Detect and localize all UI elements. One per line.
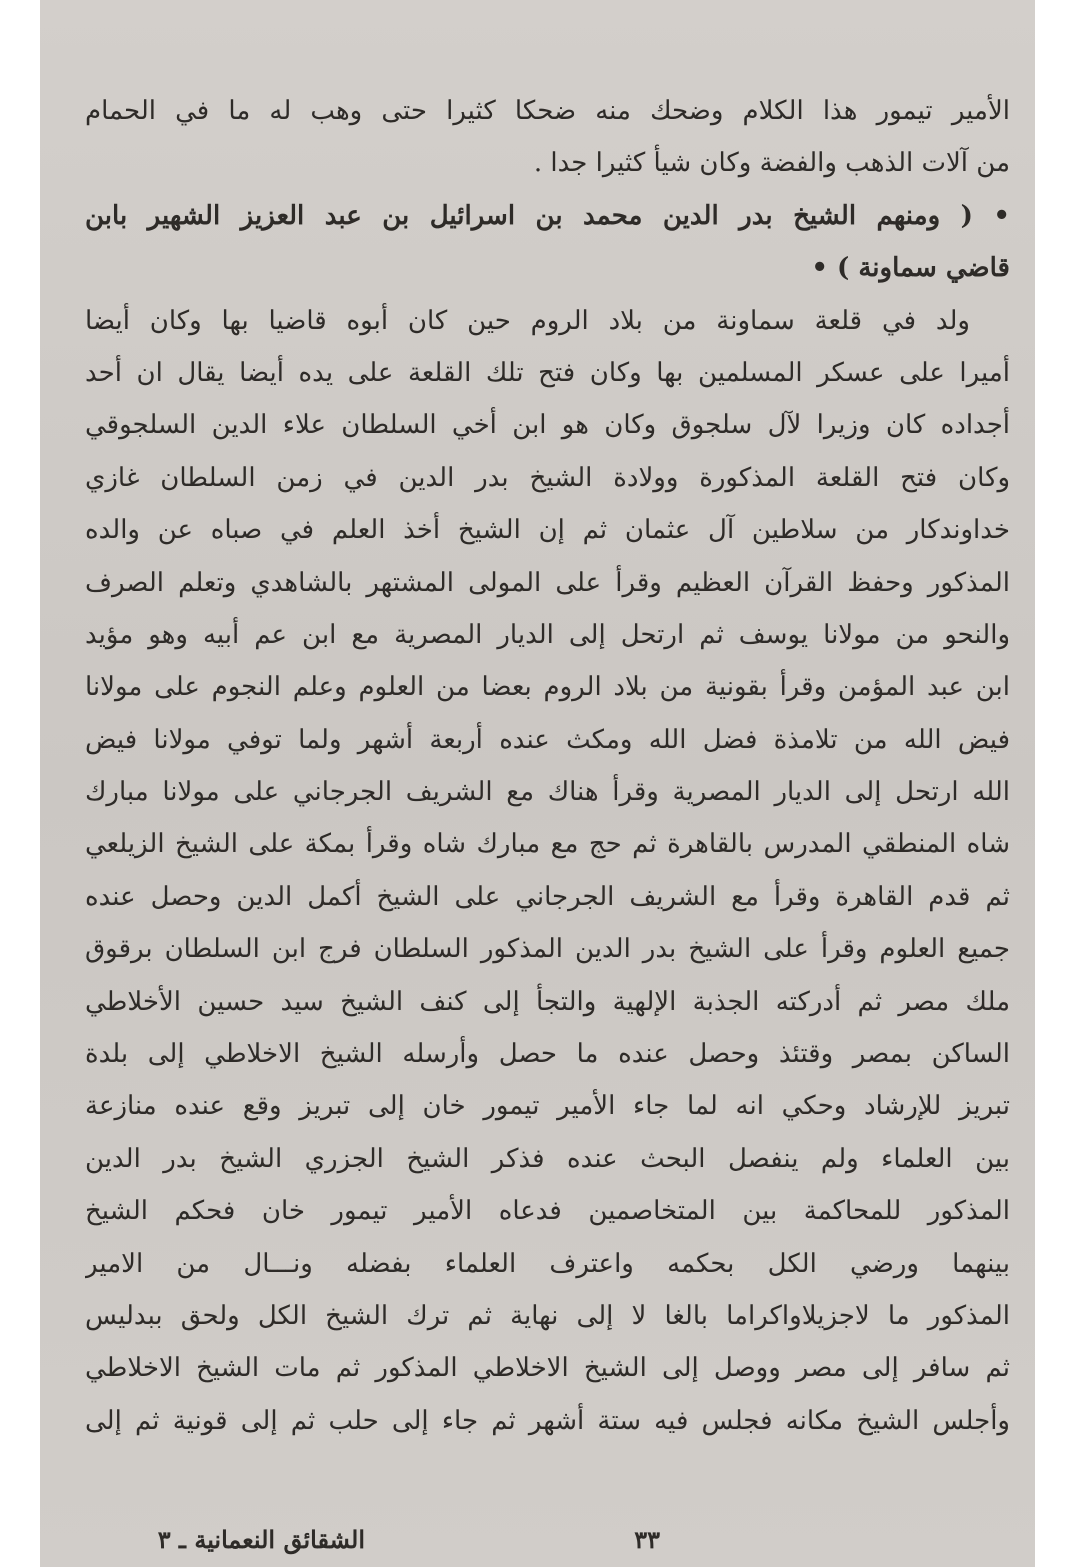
text-line: خداوندكار من سلاطين آل عثمان ثم إن الشيخ أخذ العلم في صباه عن والده <box>85 515 1010 546</box>
text-line: ثم سافر إلى مصر ووصل إلى الشيخ الاخلاطي المذكور ثم مات الشيخ الاخلاطي <box>85 1353 1010 1384</box>
text-line: والنحو من مولانا يوسف ثم ارتحل إلى الديار المصرية مع ابن عم أبيه وهو مؤيد <box>85 619 1010 650</box>
text-line: ثم قدم القاهرة وقرأ مع الشريف الجرجاني على الشيخ أكمل الدين وحصل عنده <box>85 881 1010 912</box>
page-body-text <box>85 85 1010 1447</box>
text-line: المذكور ما لاجزيلاواكراما بالغا لا إلى نهاية ثم ترك الشيخ الكل ولحق ببدليس <box>85 1300 1010 1331</box>
text-line: وأجلس الشيخ مكانه فجلس فيه ستة أشهر ثم جاء إلى حلب ثم إلى قونية ثم إلى <box>85 1405 1010 1436</box>
section-heading-line: قاضي سماونة ) • <box>811 253 1010 284</box>
text-line: من آلات الذهب والفضة وكان شيأ كثيرا جدا . <box>533 148 1010 179</box>
text-line: فيض الله من تلامذة فضل الله ومكث عنده أربعة أشهر ولما توفي مولانا فيض <box>85 724 1010 755</box>
section-heading-line: • ( ومنهم الشيخ بدر الدين محمد بن اسرائيل بن عبد العزيز الشهير بابن <box>85 200 1010 231</box>
text-line: تبريز للإرشاد وحكي انه لما جاء الأمير تيمور خان إلى تبريز وقع عنده منازعة <box>85 1091 1010 1122</box>
text-line: المذكور وحفظ القرآن العظيم وقرأ على المولى المشتهر بالشاهدي وتعلم الصرف <box>85 567 1010 598</box>
text-line: أجداده كان وزيرا لآل سلجوق وكان هو ابن أخي السلطان علاء الدين السلجوقي <box>85 410 1010 441</box>
page-number: ٣٣ <box>634 1525 660 1554</box>
text-line: الساكن بمصر وقتئذ وحصل عنده ما حصل وأرسله الشيخ الاخلاطي إلى بلدة <box>85 1039 1010 1070</box>
text-line: جميع العلوم وقرأ على الشيخ بدر الدين المذكور السلطان فرج ابن السلطان برقوق <box>85 934 1010 965</box>
text-line: بينهما ورضي الكل بحكمه واعترف العلماء بفضله ونـــال من الامير <box>85 1248 1010 1279</box>
text-line: وكان فتح القلعة المذكورة وولادة الشيخ بدر الدين في زمن السلطان غازي <box>85 462 1010 493</box>
text-line: الله ارتحل إلى الديار المصرية وقرأ هناك مع الشريف الجرجاني على مولانا مبارك <box>85 777 1010 808</box>
text-line: شاه المنطقي المدرس بالقاهرة ثم حج مع مبارك شاه وقرأ بمكة على الشيخ الزيلعي <box>85 829 1010 860</box>
text-line: أميرا على عسكر المسلمين بها وكان فتح تلك القلعة على يده أيضا يقال ان أحد <box>85 357 1010 388</box>
text-line: ولد في قلعة سماونة من بلاد الروم حين كان أبوه قاضيا بها وكان أيضا <box>85 305 970 336</box>
text-line: المذكور للمحاكمة بين المتخاصمين فدعاه الأمير تيمور خان فحكم الشيخ <box>85 1196 1010 1227</box>
text-line: ملك مصر ثم أدركته الجذبة الإلهية والتجأ إلى كنف الشيخ سيد حسين الأخلاطي <box>85 986 1010 1017</box>
text-line: بين العلماء ولم ينفصل البحث عنده فذكر الشيخ الجزري الشيخ بدر الدين <box>85 1143 1010 1174</box>
page-footer <box>85 1525 1010 1565</box>
footer-book-title: الشقائق النعمانية ـ ٣ <box>157 1525 365 1554</box>
text-line: الأمير تيمور هذا الكلام وضحك منه ضحكا كثيرا حتى وهب له ما في الحمام <box>85 96 1010 126</box>
text-line: ابن عبد المؤمن وقرأ بقونية من بلاد الروم بعضا من العلوم وعلم النجوم على مولانا <box>85 672 1010 703</box>
page-margin <box>1035 0 1075 1567</box>
